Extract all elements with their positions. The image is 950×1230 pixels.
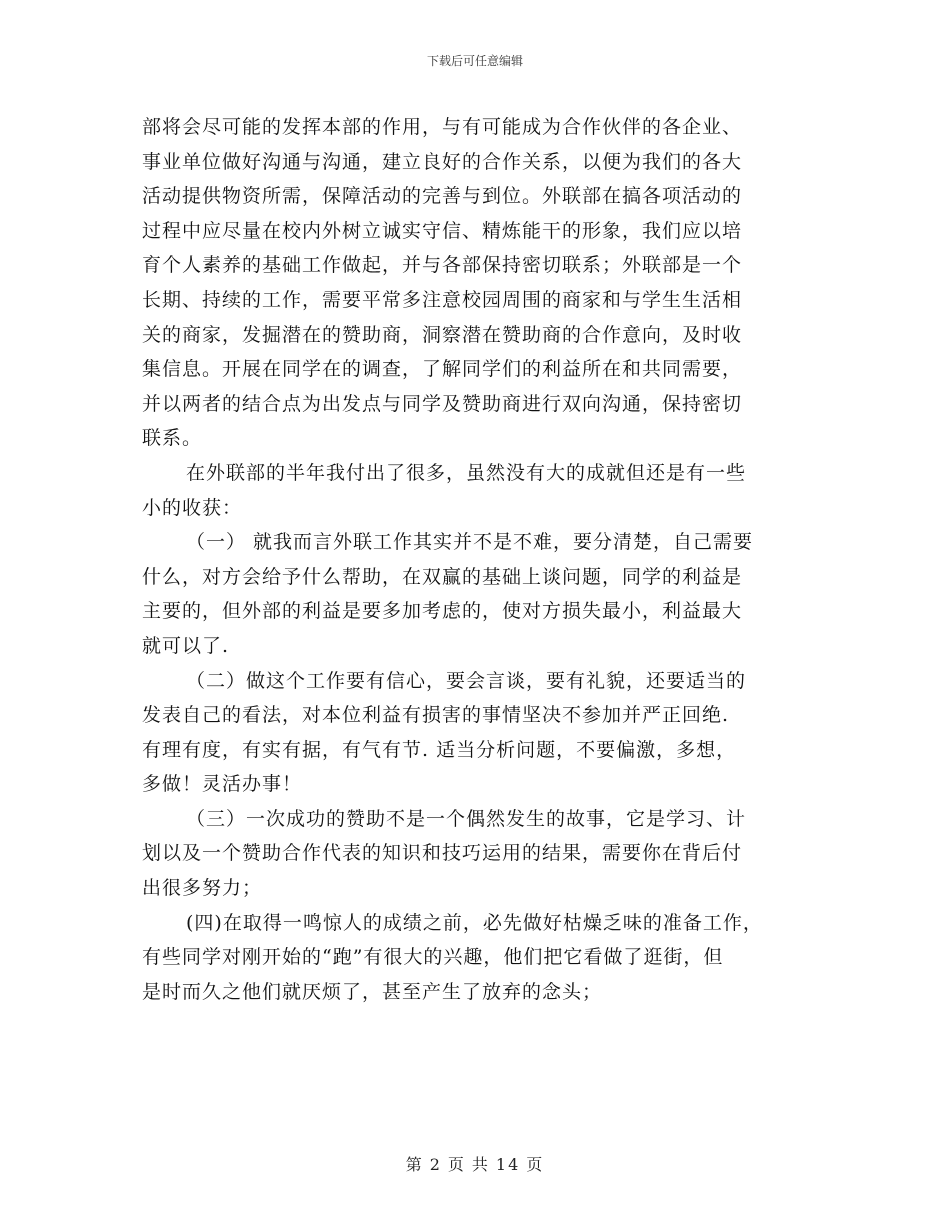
text-line: （一） 就我而言外联工作其实并不是不难，要分清楚，自己需要 bbox=[186, 531, 754, 554]
footer-page-unit: 页 bbox=[447, 1155, 466, 1174]
paragraph bbox=[142, 802, 822, 906]
text-line: 什么，对方会给予什么帮助，在双赢的基础上谈问题，同学的利益是 bbox=[142, 565, 743, 588]
paragraph bbox=[142, 110, 822, 456]
text-line: （二）做这个工作要有信心，要会言谈，要有礼貌，还要适当的 bbox=[186, 669, 747, 692]
page-header: 下载后可任意编辑 bbox=[426, 54, 523, 68]
text-line: 多做！灵活办事！ bbox=[142, 773, 303, 796]
text-line: 有些同学对刚开始的“跑”有很大的兴趣，他们把它看做了逛街，但 bbox=[142, 946, 724, 969]
text-line: 联系。 bbox=[142, 427, 203, 450]
document-body bbox=[142, 110, 822, 1009]
text-line: 事业单位做好沟通与沟通，建立良好的合作关系，以便为我们的各大 bbox=[142, 150, 743, 173]
text-line: 过程中应尽量在校内外树立诚实守信、精炼能干的形象，我们应以培 bbox=[142, 219, 743, 242]
current-page-number: 2 bbox=[429, 1155, 442, 1174]
text-line: 有理有度，有实有据，有气有节. 适当分析问题，不要偏激，多想， bbox=[142, 738, 737, 761]
text-line: 集信息。开展在同学在的调查，了解同学们的利益所在和共同需要， bbox=[142, 358, 743, 381]
text-line: 发表自己的看法，对本位利益有损害的事情坚决不参加并严正回绝. bbox=[142, 704, 730, 727]
text-line: 划以及一个赞助合作代表的知识和技巧运用的结果，需要你在背后付 bbox=[142, 842, 743, 865]
text-line: 长期、持续的工作，需要平常多注意校园周围的商家和与学生生活相 bbox=[142, 288, 743, 311]
footer-total-label: 共 bbox=[471, 1155, 490, 1174]
paragraph bbox=[142, 456, 822, 525]
text-line: 出很多努力； bbox=[142, 877, 263, 900]
page-footer bbox=[0, 1152, 950, 1175]
footer-page-label: 第 bbox=[405, 1155, 424, 1174]
footer-total-unit: 页 bbox=[526, 1155, 545, 1174]
text-line: （三）一次成功的赞助不是一个偶然发生的故事，它是学习、计 bbox=[186, 807, 747, 830]
paragraph bbox=[142, 525, 822, 663]
text-line: 育个人素养的基础工作做起，并与各部保持密切联系；外联部是一个 bbox=[142, 254, 743, 277]
paragraph bbox=[142, 664, 822, 802]
text-line: 在外联部的半年我付出了很多，虽然没有大的成就但还是有一些 bbox=[186, 461, 747, 484]
paragraph bbox=[142, 906, 822, 1010]
text-line: 并以两者的结合点为出发点与同学及赞助商进行双向沟通，保持密切 bbox=[142, 392, 743, 415]
total-pages-number: 14 bbox=[495, 1155, 521, 1174]
text-line: 关的商家，发掘潜在的赞助商，洞察潜在赞助商的合作意向，及时收 bbox=[142, 323, 743, 346]
text-line: 主要的，但外部的利益是要多加考虑的，使对方损失最小，利益最大 bbox=[142, 600, 743, 623]
text-line: 小的收获： bbox=[142, 496, 243, 519]
text-line: 部将会尽可能的发挥本部的作用，与有可能成为合作伙伴的各企业、 bbox=[142, 116, 743, 138]
text-line: (四)在取得一鸣惊人的成绩之前，必先做好枯燥乏味的准备工作， bbox=[186, 911, 763, 934]
text-line: 就可以了. bbox=[142, 634, 230, 657]
text-line: 是时而久之他们就厌烦了，甚至产生了放弃的念头； bbox=[142, 980, 603, 1003]
text-line: 活动提供物资所需，保障活动的完善与到位。外联部在搞各项活动的 bbox=[142, 185, 743, 208]
